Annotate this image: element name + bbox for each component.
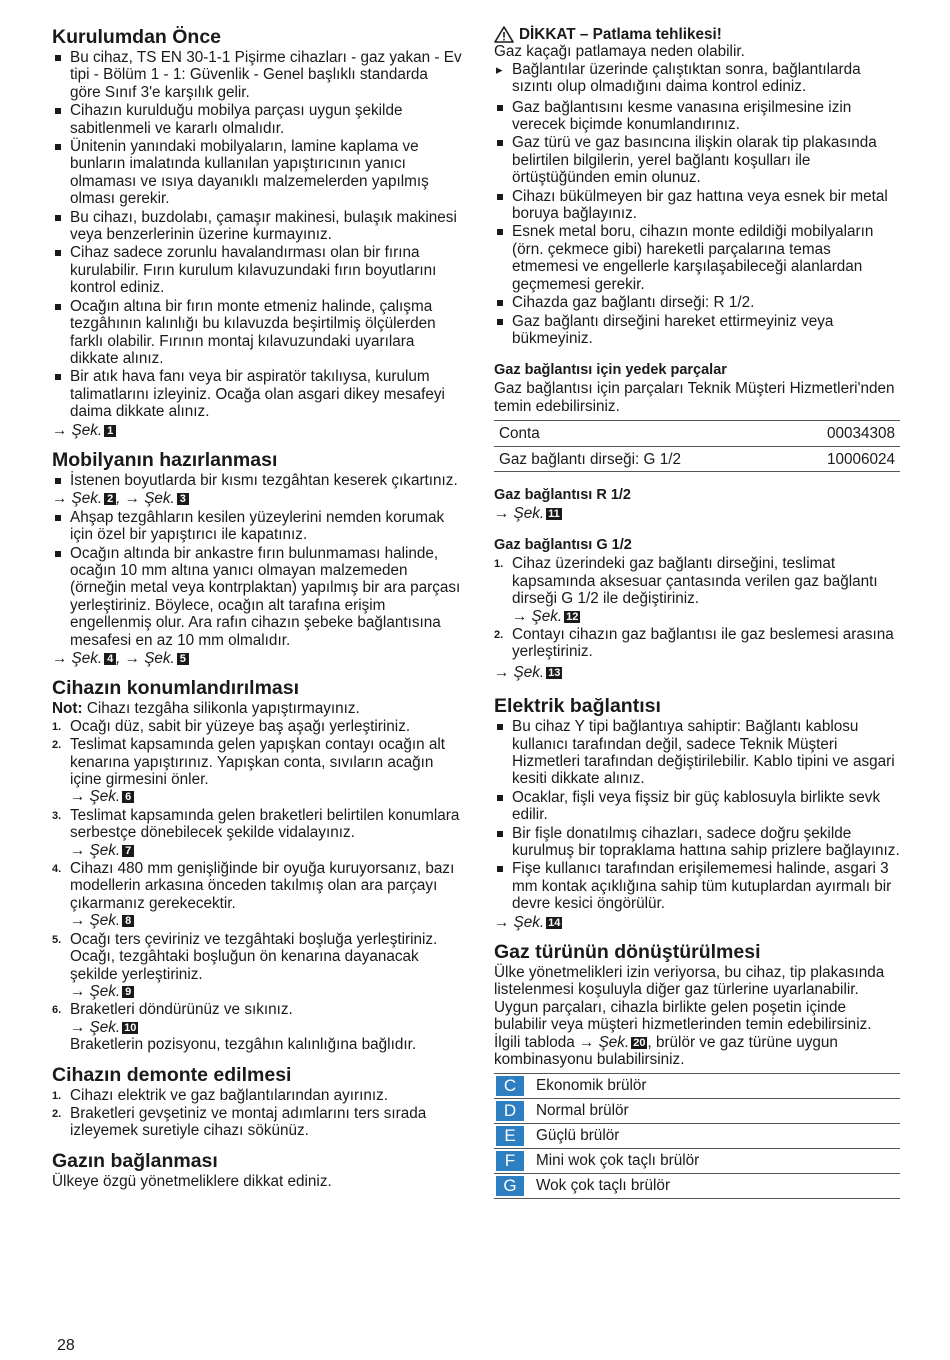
paragraph (494, 999, 900, 1069)
figure-number-badge: 20 (633, 1036, 646, 1049)
list-item: Ahşap tezgâhların kesilen yüzeylerini nemden korumak için özel bir yapıştırıcı ile kapatınız. (52, 509, 462, 544)
step-text: Cihazı elektrik ve gaz bağlantılarından ayırınız. (70, 1086, 389, 1104)
figure-number-badge: 1 (104, 425, 116, 437)
burner-name: Normal brülör (532, 1098, 900, 1123)
figure-reference (494, 505, 900, 522)
part-code: 10006024 (783, 446, 900, 471)
ref-text: → Şek. (52, 421, 103, 439)
list-item: Gaz bağlantı dirseğini hareket ettirmeyiniz veya bükmeyiniz. (494, 313, 900, 348)
ref-text: , → Şek. (116, 650, 175, 667)
ref-text: → Şek. (70, 788, 121, 806)
list-item: Esnek metal boru, cihazın monte edildiği mobilyaların (örn. çekmece gibi) hareketli parçalarına temas etmemesi ve engellerle karşılaşabileceği alanlardan geçmemesi gerekir. (494, 223, 900, 293)
paragraph-text: Uygun parçaları, cihazla birlikte gelen poşetin içinde bulabilir veya müşteri hizmetlerinden temin edebilirsiniz. İlgili tabloda (494, 998, 872, 1051)
action-list (494, 61, 900, 96)
paragraph-text: , brülör ve gaz türüne uygun kombinasyonu bulabilirsiniz. (494, 1033, 838, 1069)
section-title: Cihazın demonte edilmesi (52, 1063, 292, 1086)
section-title: Elektrik bağlantısı (494, 695, 661, 718)
right-column (494, 26, 900, 1209)
step-text: Ocağı düz, sabit bir yüzeye baş aşağı yerleştiriniz. (70, 717, 411, 735)
ref-text: → Şek. (52, 650, 103, 667)
list-item-text: İstenen boyutlarda bir kısmı tezgâhtan keserek çıkartınız. (70, 471, 458, 489)
list-item: Ocaklar, fişli veya fişsiz bir güç kablosuyla birlikte sevk edilir. (494, 789, 900, 824)
section-furniture-preparation (52, 449, 462, 667)
list-item: Cihaz sadece zorunlu havalandırması olan bir fırına kurulabilir. Fırın kurulum kılavuzundaki fırın boyutlarını kontrol ediniz. (52, 244, 462, 296)
list-item (494, 626, 900, 661)
step-text: Teslimat kapsamında gelen yapışkan contayı ocağın alt kenarına yapıştırınız. Yapışkan conta, sıvıların acağın içine girmesini önler. (70, 736, 445, 789)
burner-letter-cell (494, 1173, 532, 1198)
ref-text: → Şek. (70, 912, 121, 930)
figure-reference (52, 422, 462, 439)
burner-badge: E (496, 1126, 524, 1146)
table-row (494, 446, 900, 471)
ref-text: → Şek. (494, 663, 545, 681)
bullet-list (494, 718, 900, 912)
ref-text: → Şek. (494, 504, 545, 522)
list-item: Gaz türü ve gaz basıncına ilişkin olarak tip plakasında belirtilen bilgilerin, yerel bağlantı koşulları ile örtüştüğünden emin olunuz. (494, 134, 900, 186)
step-number: 6. (52, 1004, 62, 1017)
section-title: Mobilyanın hazırlanması (52, 448, 278, 471)
figure-reference (70, 788, 462, 805)
left-column (52, 26, 462, 1200)
figure-reference (494, 914, 900, 931)
burner-letter-cell (494, 1123, 532, 1148)
burner-name: Mini wok çok taçlı brülör (532, 1148, 900, 1173)
list-item (52, 736, 462, 806)
list-item: Bir fişle donatılmış cihazları, sadece doğru şekilde kurulmuş bir topraklama hattına sahip prizlere bağlayınız. (494, 825, 900, 860)
numbered-list (494, 555, 900, 660)
step-number: 3. (52, 809, 62, 822)
part-code: 00034308 (783, 421, 900, 446)
list-item (494, 555, 900, 625)
step-number: 1. (494, 558, 504, 571)
list-item (52, 860, 462, 930)
list-item (52, 807, 462, 859)
section-positioning (52, 677, 462, 1053)
list-item (52, 931, 462, 1001)
figure-reference (70, 912, 462, 929)
bullet-list (52, 49, 462, 421)
numbered-list (52, 1087, 462, 1140)
burner-badge: F (496, 1151, 524, 1171)
section-subtitle: Gaz bağlantısı R 1/2 (494, 486, 631, 503)
figure-reference (70, 1019, 462, 1036)
burner-letter-cell (494, 1073, 532, 1098)
table-row (494, 1173, 900, 1198)
figure-number-badge: 4 (104, 653, 116, 665)
part-name: Conta (494, 421, 783, 446)
section-subtitle: Gaz bağlantısı G 1/2 (494, 537, 632, 554)
figure-reference (70, 983, 462, 1000)
step-text: Teslimat kapsamında gelen braketleri belirtilen konumlara serbestçe dönebilecek şekilde vidalayınız. (70, 806, 460, 842)
table-row (494, 421, 900, 446)
list-item: Bir atık hava fanı veya bir aspiratör takılıysa, kurulum talimatlarını izleyiniz. Ocağa olan asgari dikey mesafeyi daima dikkate alınız. (52, 368, 462, 420)
table-row (494, 1073, 900, 1098)
figure-number-badge: 9 (122, 986, 134, 998)
warning-block (494, 26, 900, 347)
figure-number-badge: 3 (177, 493, 189, 505)
section-title: Gazın bağlanması (52, 1149, 218, 1172)
section-dismantling (52, 1064, 462, 1140)
warning-triangle-icon (494, 26, 514, 43)
section-subtitle: Gaz bağlantısı için yedek parçalar (494, 362, 727, 379)
figure-number-badge: 8 (122, 915, 134, 927)
section-electrical (494, 695, 900, 931)
section-title: Cihazın konumlandırılması (52, 677, 300, 700)
list-item: Ünitenin yanındaki mobilyaların, lamine kaplama ve bunların imalatında kullanılan yapıştırıcının yanıcı olmaması ve ısıya dayanıklı malzemelerden yapılmış olması gerekir. (52, 138, 462, 208)
step-note: Braketlerin pozisyonu, tezgâhın kalınlığına bağlıdır. (70, 1036, 417, 1054)
figure-number-badge: 13 (548, 666, 561, 679)
numbered-list (52, 718, 462, 1054)
step-number: 2. (494, 628, 504, 641)
figure-reference (512, 608, 900, 625)
list-item: ▸ Bağlantılar üzerinde çalıştıktan sonra, bağlantılarda sızıntı olup olmadığını daima kontrol ediniz. (494, 61, 900, 96)
note (52, 700, 462, 717)
figure-number-badge: 14 (548, 916, 561, 929)
list-item: Ocağın altında bir ankastre fırın bulunmaması halinde, ocağın 10 mm altına yanıcı olmayan malzemeden (örneğin metal veya kontrplaktan) yapılmış bir ara parçası yerleştiriniz. Böylece, ocağın alt tarafına erişim engellenmiş olur. Ara rafın cihazın şebeke bağlantısına mesafesi en az 10 mm olmalıdır. (52, 545, 462, 649)
table-row (494, 1123, 900, 1148)
ref-text: → Şek. (52, 490, 103, 508)
step-number: 1. (52, 720, 62, 733)
figure-number-badge: 10 (124, 1021, 137, 1034)
figure-number-badge: 5 (177, 653, 189, 665)
paragraph: Gaz bağlantısı için parçaları Teknik Müşteri Hizmetleri'nden temin edebilirsiniz. (494, 380, 895, 415)
bullet-list (52, 472, 462, 489)
step-text: Ocağı ters çeviriniz ve tezgâhtaki boşluğa yerleştiriniz. Ocağı, tezgâhtaki boşluğun ön kenarına dayanacak şekilde yerleştiriniz. (70, 930, 438, 983)
section-before-installation (52, 26, 462, 439)
burner-letter-cell (494, 1148, 532, 1173)
list-item: Cihazın kurulduğu mobilya parçası uygun şekilde sabitlenmeli ve kararlı olmalıdır. (52, 102, 462, 137)
step-text: Cihaz üzerindeki gaz bağlantı dirseğini, teslimat kapsamında aksesuar çantasında verilen gaz bağlantı dirseği G 1/2 ile değiştiriniz. (512, 555, 878, 608)
burner-name: Ekonomik brülör (532, 1073, 900, 1098)
note-label: Not: (52, 700, 83, 718)
bullet-list (494, 99, 900, 348)
list-item (52, 472, 462, 489)
figure-reference (52, 490, 462, 507)
ref-text: → Şek. (579, 1033, 630, 1051)
section-gas-conversion (494, 941, 900, 1198)
burner-name: Güçlü brülör (532, 1123, 900, 1148)
figure-reference (494, 664, 900, 681)
figure-number-badge: 6 (122, 791, 134, 803)
warning-title (494, 26, 900, 43)
burner-badge: G (496, 1176, 524, 1196)
list-item: Fişe kullanıcı tarafından erişilememesi halinde, asgari 3 mm kontak açıklığına sahip tüm kutuplardan ayırmalı bir devre kesici öngörülür. (494, 860, 900, 912)
part-name: Gaz bağlantı dirseği: G 1/2 (494, 446, 783, 471)
list-item (52, 1105, 462, 1140)
step-number: 4. (52, 863, 62, 876)
burner-table (494, 1073, 900, 1199)
ref-text: → Şek. (494, 913, 545, 931)
ref-text: → Şek. (70, 1018, 121, 1036)
page-number: 28 (57, 1337, 75, 1354)
list-item: Cihazda gaz bağlantı dirseği: R 1/2. (494, 294, 900, 311)
list-item: Ocağın altına bir fırın monte etmeniz halinde, çalışma tezgâhının kalınlığı bu kılavuzda beşirtilmiş ölçülerden farklı olabilir. Fırının montaj kılavuzundaki uyarılara dikkate alınız. (52, 298, 462, 368)
section-g12 (494, 536, 900, 681)
step-number: 1. (52, 1089, 62, 1102)
step-text: Contayı cihazın gaz bağlantısı ile gaz beslemesi arasına yerleştiriniz. (512, 625, 894, 661)
warning-intro: Gaz kaçağı patlamaya neden olabilir. (494, 43, 745, 61)
section-title: Gaz türünün dönüştürülmesi (494, 941, 761, 964)
figure-number-badge: 2 (104, 493, 116, 505)
figure-number-badge: 7 (122, 845, 134, 857)
spare-parts-table (494, 420, 900, 472)
figure-reference (70, 842, 462, 859)
list-item: Cihazı bükülmeyen bir gaz hattına veya esnek bir metal boruya bağlayınız. (494, 188, 900, 223)
figure-number-badge: 11 (548, 507, 560, 520)
section-r12 (494, 486, 900, 522)
step-text: Braketleri gevşetiniz ve montaj adımlarını ters sırada izleyemek suretiyle cihazı sökünüz. (70, 1104, 427, 1140)
table-row (494, 1098, 900, 1123)
warning-title-text: DİKKAT – Patlama tehlikesi! (519, 26, 722, 43)
list-item: Gaz bağlantısını kesme vanasına erişilmesine izin verecek biçimde konumlandırınız. (494, 99, 900, 134)
paragraph: Ülkeye özgü yönetmeliklere dikkat ediniz. (52, 1172, 332, 1190)
step-text: Cihazı 480 mm genişliğinde bir oyuğa kuruyorsanız, bazı modellerin arkasına önceden takılmış olan ara parçayı çıkarmanız gerekecektir. (70, 860, 455, 912)
ref-text: → Şek. (70, 841, 121, 859)
list-item (52, 1087, 462, 1104)
list-item (52, 718, 462, 735)
step-number: 2. (52, 739, 62, 752)
list-item: Bu cihaz Y tipi bağlantıya sahiptir: Bağlantı kablosu kullanıcı tarafından değil, sadece Teknik Müşteri Hizmetleri tarafından değiştirilebilir. Kablo tipini ve asgari kesiti dikkate alınız. (494, 718, 900, 788)
section-gas-connection (52, 1150, 462, 1190)
step-number: 5. (52, 933, 62, 946)
step-text: Braketleri döndürünüz ve sıkınız. (70, 1001, 293, 1019)
paragraph: Ülke yönetmelikleri izin veriyorsa, bu cihaz, tip plakasında listelenmesi koşuluyla diğer gaz türlerine uyarlanabilir. (494, 964, 885, 999)
section-spare-parts (494, 361, 900, 472)
list-item: Bu cihazı, buzdolabı, çamaşır makinesi, bulaşık makinesi veya benzerlerinin üzerine kurmayınız. (52, 209, 462, 244)
list-item: Bu cihaz, TS EN 30-1-1 Pişirme cihazları - gaz yakan - Ev tipi - Bölüm 1 - 1: Güvenlik - Genel başlıklı standarda göre Sınıf 3'e karşılık gelir. (52, 49, 462, 101)
note-text: Cihazı tezgâha silikonla yapıştırmayınız. (86, 700, 360, 718)
ref-text: → Şek. (70, 982, 121, 1000)
list-item (52, 1001, 462, 1053)
table-row (494, 1148, 900, 1173)
burner-letter-cell (494, 1098, 532, 1123)
step-number: 2. (52, 1107, 62, 1120)
burner-badge: C (496, 1076, 524, 1096)
ref-text: → Şek. (512, 607, 563, 625)
section-title: Kurulumdan Önce (52, 26, 222, 48)
bullet-list (52, 509, 462, 649)
figure-number-badge: 12 (566, 610, 579, 623)
ref-text: , → Şek. (116, 490, 175, 508)
burner-name: Wok çok taçlı brülör (532, 1173, 900, 1198)
figure-reference (52, 650, 462, 667)
burner-badge: D (496, 1101, 524, 1121)
